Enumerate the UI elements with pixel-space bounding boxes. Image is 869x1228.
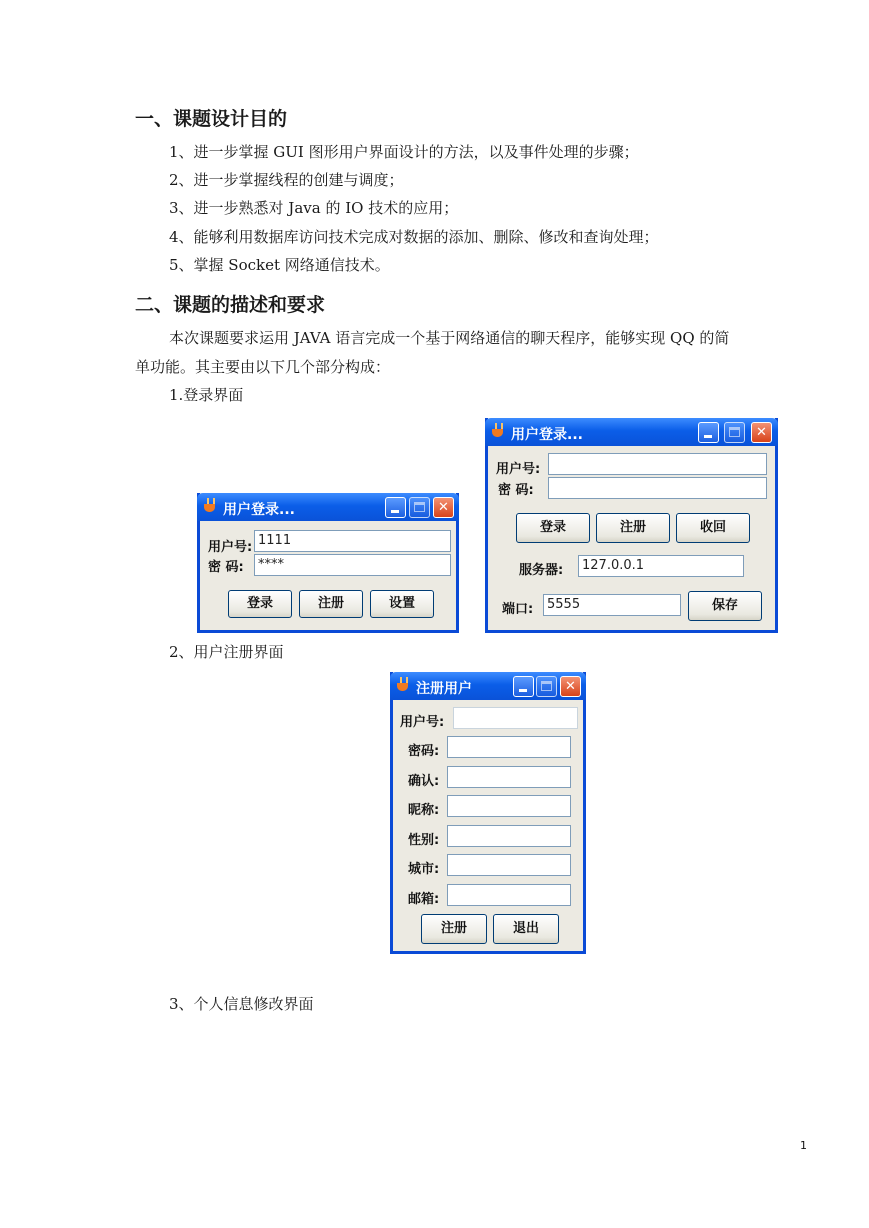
password-label: 密码: xyxy=(408,744,440,759)
nickname-input[interactable] xyxy=(447,795,571,817)
close-icon: ✕ xyxy=(438,500,449,515)
login-window-small xyxy=(197,493,459,633)
paragraph-line: 本次课题要求运用 JAVA 语言完成一个基于网络通信的聊天程序，能够实现 QQ 的简 xyxy=(169,329,730,347)
register-button[interactable]: 注册 xyxy=(299,590,363,618)
exit-button[interactable]: 退出 xyxy=(493,914,559,944)
maximize-button[interactable] xyxy=(724,422,745,443)
subheading-profile-edit: 3、个人信息修改界面 xyxy=(169,995,314,1013)
city-input[interactable] xyxy=(447,854,571,876)
minimize-button[interactable] xyxy=(513,676,534,697)
list-item: 4、能够利用数据库访问技术完成对数据的添加、删除、修改和查询处理； xyxy=(169,228,659,246)
password-input[interactable] xyxy=(447,736,571,758)
email-input[interactable] xyxy=(447,884,571,906)
confirm-label: 确认: xyxy=(408,774,440,789)
close-button[interactable] xyxy=(433,497,454,518)
port-label: 端口: xyxy=(502,602,534,617)
subheading-register: 2、用户注册界面 xyxy=(169,643,284,661)
port-input[interactable]: 5555 xyxy=(543,594,681,616)
maximize-icon xyxy=(414,502,425,512)
window-title: 用户登录... xyxy=(511,427,583,443)
register-window xyxy=(390,672,586,954)
server-label: 服务器: xyxy=(519,563,564,578)
gender-label: 性别: xyxy=(408,833,440,848)
server-input[interactable]: 127.0.0.1 xyxy=(578,555,744,577)
gender-input[interactable] xyxy=(447,825,571,847)
register-button[interactable]: 注册 xyxy=(596,513,670,543)
user-label: 用户号: xyxy=(496,462,541,477)
minimize-icon xyxy=(519,689,527,692)
password-label: 密 码: xyxy=(498,483,534,498)
maximize-button[interactable] xyxy=(536,676,557,697)
password-input[interactable]: **** xyxy=(254,554,451,576)
minimize-icon xyxy=(391,510,399,513)
list-item: 3、进一步熟悉对 Java 的 IO 技术的应用； xyxy=(169,199,459,217)
maximize-icon xyxy=(541,681,552,691)
confirm-input[interactable] xyxy=(447,766,571,788)
subheading-login: 1.登录界面 xyxy=(169,386,244,404)
window-title: 注册用户 xyxy=(416,681,472,697)
close-button[interactable] xyxy=(751,422,772,443)
close-icon: ✕ xyxy=(756,425,767,440)
java-cup-icon xyxy=(491,423,505,439)
login-window-large xyxy=(485,418,778,633)
email-label: 邮箱: xyxy=(408,892,440,907)
section-2-title: 二、课题的描述和要求 xyxy=(135,294,326,316)
password-input[interactable] xyxy=(548,477,767,499)
title-bar xyxy=(197,493,459,521)
login-button[interactable]: 登录 xyxy=(516,513,590,543)
maximize-button[interactable] xyxy=(409,497,430,518)
close-button[interactable] xyxy=(560,676,581,697)
city-label: 城市: xyxy=(408,862,440,877)
collapse-button[interactable]: 收回 xyxy=(676,513,750,543)
minimize-icon xyxy=(704,435,712,438)
window-title: 用户登录... xyxy=(223,502,295,518)
minimize-button[interactable] xyxy=(698,422,719,443)
user-label: 用户号: xyxy=(400,715,445,730)
user-input[interactable] xyxy=(453,707,578,729)
close-icon: ✕ xyxy=(565,679,576,694)
list-item: 2、进一步掌握线程的创建与调度； xyxy=(169,171,404,189)
java-cup-icon xyxy=(396,677,410,693)
page-number: 1 xyxy=(800,1139,807,1152)
nickname-label: 昵称: xyxy=(408,803,440,818)
java-cup-icon xyxy=(203,498,217,514)
list-item: 5、掌握 Socket 网络通信技术。 xyxy=(169,256,390,274)
user-input[interactable]: 1111 xyxy=(254,530,451,552)
minimize-button[interactable] xyxy=(385,497,406,518)
user-input[interactable] xyxy=(548,453,767,475)
login-button[interactable]: 登录 xyxy=(228,590,292,618)
maximize-icon xyxy=(729,427,740,437)
title-bar xyxy=(485,418,778,446)
password-label: 密 码: xyxy=(208,560,244,575)
section-1-title: 一、课题设计目的 xyxy=(135,108,288,130)
register-button[interactable]: 注册 xyxy=(421,914,487,944)
settings-button[interactable]: 设置 xyxy=(370,590,434,618)
title-bar xyxy=(390,672,586,700)
list-item: 1、进一步掌握 GUI 图形用户界面设计的方法，以及事件处理的步骤； xyxy=(169,143,639,161)
paragraph-line: 单功能。其主要由以下几个部分构成： xyxy=(135,358,391,376)
user-label: 用户号: xyxy=(208,540,253,555)
save-button[interactable]: 保存 xyxy=(688,591,762,621)
